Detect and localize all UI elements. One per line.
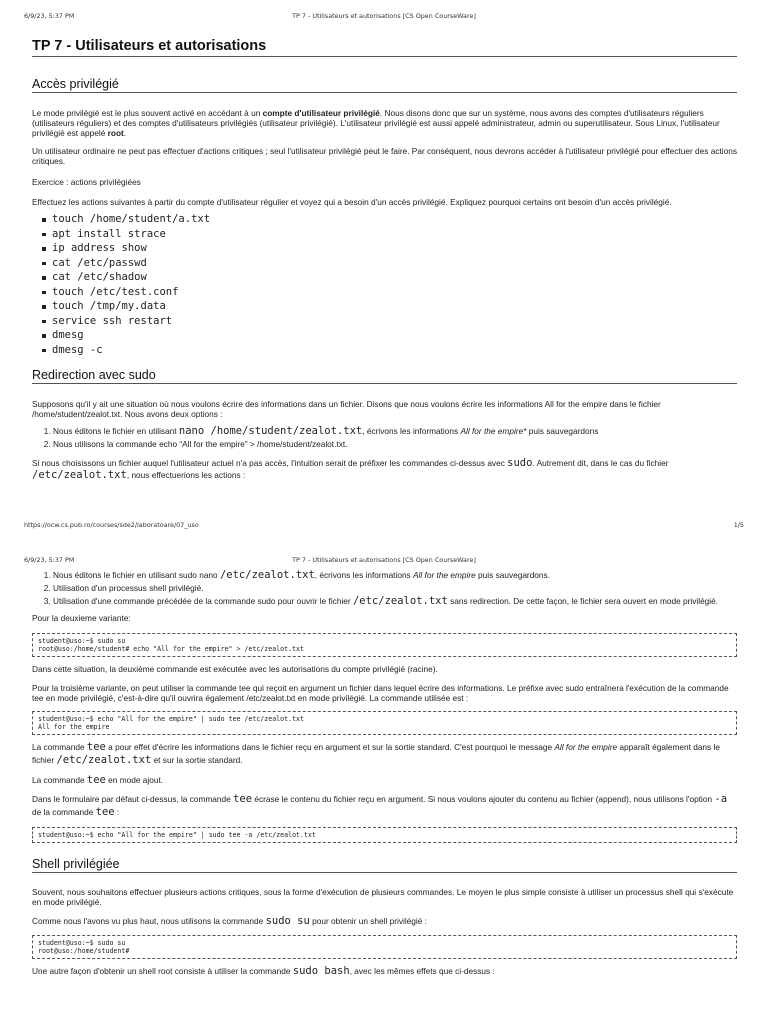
page-number: 1/5 — [733, 521, 744, 529]
italic-text: All for the empire* — [460, 426, 527, 436]
list-item: 2. Utilisation d'un processus shell privilégié. — [53, 583, 737, 593]
paragraph-tee-append — [32, 774, 737, 787]
section-heading-redirection-sudo: Redirection avec sudo — [32, 368, 737, 384]
print-date: 6/9/23, 5:37 PM — [24, 12, 75, 20]
inline-code: tee — [86, 741, 106, 753]
inline-code: nano /home/student/zealot.txt — [178, 425, 363, 437]
list-item: service ssh restart — [52, 314, 737, 329]
code-block-tee[interactable]: student@uso:~$ echo "All for the empire" | sudo tee /etc/zealot.txt All for the empire — [32, 711, 737, 735]
inline-code: tee — [86, 774, 106, 786]
text: . — [123, 128, 127, 138]
text: écrase le contenu du fichier reçu en argument. Si nous voulons ajouter du contenu au fichier (append), nous utilisons l'option — [252, 794, 715, 804]
list-item — [53, 570, 737, 580]
paragraph-tee-default — [32, 793, 737, 819]
inline-code: /etc/zealot.txt — [56, 754, 152, 766]
text: Nous éditons le fichier en utilisant sudo nano — [53, 570, 220, 580]
bold-text: root — [107, 128, 124, 138]
paragraph-ordinary-user: Un utilisateur ordinaire ne peut pas effectuer d'actions critiques ; seul l'utilisateur privilégié peut le faire. Par conséquent, nous devrons accéder à l'utilisateur privilégié pour effectuer des actions critiques. — [32, 146, 738, 166]
list-item: cat /etc/passwd — [52, 256, 737, 271]
italic-text: All for the empire — [554, 742, 618, 752]
text: Nous éditons le fichier en utilisant — [53, 426, 179, 436]
paragraph-sudo-su — [32, 915, 737, 928]
text: puis sauvegardons. — [475, 570, 550, 580]
page2-content — [32, 570, 737, 978]
text: Le mode privilégié est le plus souvent activé en accédant à un — [32, 108, 263, 118]
inline-code: -a — [714, 793, 728, 805]
list-item — [53, 596, 737, 606]
paragraph-sudo-bash — [32, 965, 737, 978]
exercise-title: Exercice : actions privilégiées — [32, 177, 141, 187]
list-item — [53, 426, 737, 436]
text: Une autre façon d'obtenir un shell root consiste à utiliser la commande — [32, 966, 293, 976]
text: Dans le formulaire par défaut ci-dessus, la commande — [32, 794, 234, 804]
section-heading-shell-privilegiee: Shell privilégiée — [32, 857, 737, 873]
paragraph-privileged-mode — [32, 108, 737, 138]
list-item: dmesg — [52, 328, 737, 343]
text: et sur la sortie standard. — [151, 755, 243, 765]
paragraph-sudo-intuition — [32, 457, 737, 481]
inline-code: sudo — [507, 457, 533, 469]
text: Utilisation d'une commande précédée de la commande sudo pour ouvrir le fichier — [53, 596, 353, 606]
print-title: TP 7 - Utilisateurs et autorisations [CS Open CourseWare] — [292, 12, 476, 20]
italic-text: All for the empire — [413, 570, 476, 580]
inline-code: /etc/zealot.txt — [32, 469, 127, 481]
text: , écrivons les informations — [314, 570, 414, 580]
code-block-sudo-su[interactable]: student@uso:~$ sudo su root@uso:/home/student# echo "All for the empire" > /etc/zealot.txt — [32, 633, 737, 657]
text: Comme nous l'avons vu plus haut, nous utilisons la commande — [32, 916, 266, 926]
inline-code: tee — [95, 806, 115, 818]
text: La commande — [32, 775, 87, 785]
inline-code: sudo su — [265, 915, 310, 927]
inline-code: tee — [233, 793, 253, 805]
text: , nous effectuerions les actions : — [126, 470, 246, 480]
text: apparaît également dans le fichier — [32, 742, 720, 765]
variants-list — [32, 570, 737, 606]
section-heading-acces-privilegie: Accès privilégié — [32, 77, 737, 93]
code-block-tee-append[interactable]: student@uso:~$ echo "All for the empire" | sudo tee -a /etc/zealot.txt — [32, 827, 737, 843]
paragraph-suppose: Supposons qu'il y ait une situation où nous voulons écrire des informations dans un fichier. Disons que nous voulons écrire les informations All for the empire dans le fichier /home/student/zealot.txt. Nous avons deux options : — [32, 399, 661, 419]
paragraph-third-variant: Pour la troisième variante, on peut utiliser la commande tee qui reçoit en argument un fichier dans lequel écrire des informations. Le préfixe avec sudo entraînera l'exécution de la commande tee en mode privilégié, c'est-à-dire qu'il ouvrira également /etc/zealot.txt en mode privilégié. La commande utilisée est : — [32, 683, 729, 703]
bold-text: compte d'utilisateur privilégié — [262, 108, 380, 118]
text: , avec les mêmes effets que ci-dessus : — [349, 966, 495, 976]
page1-footer — [24, 521, 744, 529]
text: pour obtenir un shell privilégié : — [309, 916, 427, 926]
code-block-root-shell[interactable]: student@uso:~$ sudo su root@uso:/home/student# — [32, 935, 737, 959]
command-list — [32, 212, 737, 357]
paragraph-tee-effect — [32, 741, 737, 767]
list-item: touch /home/student/a.txt — [52, 212, 737, 227]
inline-code: /etc/zealot.txt — [352, 595, 448, 607]
list-item: apt install strace — [52, 227, 737, 242]
text: . Nous disons donc que sur un système, nous avons des comptes d'utilisateurs réguliers (utilisateurs réguliers) et des comptes d'utilisateurs privilégiés (utilisateur privilégié). L'utilisateur privilégié est aussi appelé administrateur, admin ou superutilisateur. Sous Linux, l'utilisateur privilégié est appelé — [32, 108, 720, 138]
inline-code: /etc/zealot.txt — [219, 569, 315, 581]
page1-content — [32, 38, 737, 481]
text: sans redirection. De cette façon, le fichier sera ouvert en mode privilégié. — [447, 596, 719, 606]
paragraph-often: Souvent, nous souhaitons effectuer plusieurs actions critiques, sous la forme d'exécution de plusieurs commandes. Le moyen le plus simple consiste à utiliser un processus shell qui s'exécute en mode privilégié. — [32, 887, 734, 907]
list-item: ip address show — [52, 241, 737, 256]
page-title: TP 7 - Utilisateurs et autorisations — [32, 38, 737, 57]
text: . Autrement dit, dans le cas du fichier — [532, 458, 669, 468]
text: , écrivons les informations — [362, 426, 461, 436]
exercise-instructions: Effectuez les actions suivantes à partir du compte d'utilisateur régulier et voyez qui a besoin d'un accès privilégié. Expliquez pourquoi certains ont besoin d'un accès privilégié. — [32, 197, 672, 207]
list-item: touch /etc/test.conf — [52, 285, 737, 300]
print-title: TP 7 - Utilisateurs et autorisations [CS Open CourseWare] — [292, 556, 476, 564]
paragraph-second-variant: Pour la deuxieme variante: — [32, 613, 131, 623]
text: La commande — [32, 742, 87, 752]
list-item: 2. Nous utilisons la commande echo “All for the empire” > /home/student/zealot.txt. — [53, 439, 737, 449]
list-item: cat /etc/shadow — [52, 270, 737, 285]
text: Si nous choisissons un fichier auquel l'utilisateur actuel n'a pas accès, l'intuition serait de préfixer les commandes ci-dessus avec — [32, 458, 508, 468]
inline-code: sudo bash — [292, 965, 350, 977]
text: en mode ajout. — [105, 775, 164, 785]
page-url: https://ocw.cs.pub.ro/courses/sde2/laboratoare/07_uso — [24, 521, 199, 529]
text: puis sauvegardons — [526, 426, 599, 436]
paragraph-in-this-situation: Dans cette situation, la deuxième commande est exécutée avec les autorisations du compte privilégié (racine). — [32, 664, 438, 674]
page2-header — [24, 556, 744, 568]
text: a pour effet d'écrire les informations dans le fichier reçu en argument et sur la sortie standard. C'est pourquoi le message — [105, 742, 555, 752]
list-item: touch /tmp/my.data — [52, 299, 737, 314]
options-list — [32, 426, 737, 449]
page1-header — [24, 12, 744, 24]
text: de la commande — [32, 807, 96, 817]
list-item: dmesg -c — [52, 343, 737, 358]
print-date: 6/9/23, 5:37 PM — [24, 556, 75, 564]
text: : — [114, 807, 120, 817]
